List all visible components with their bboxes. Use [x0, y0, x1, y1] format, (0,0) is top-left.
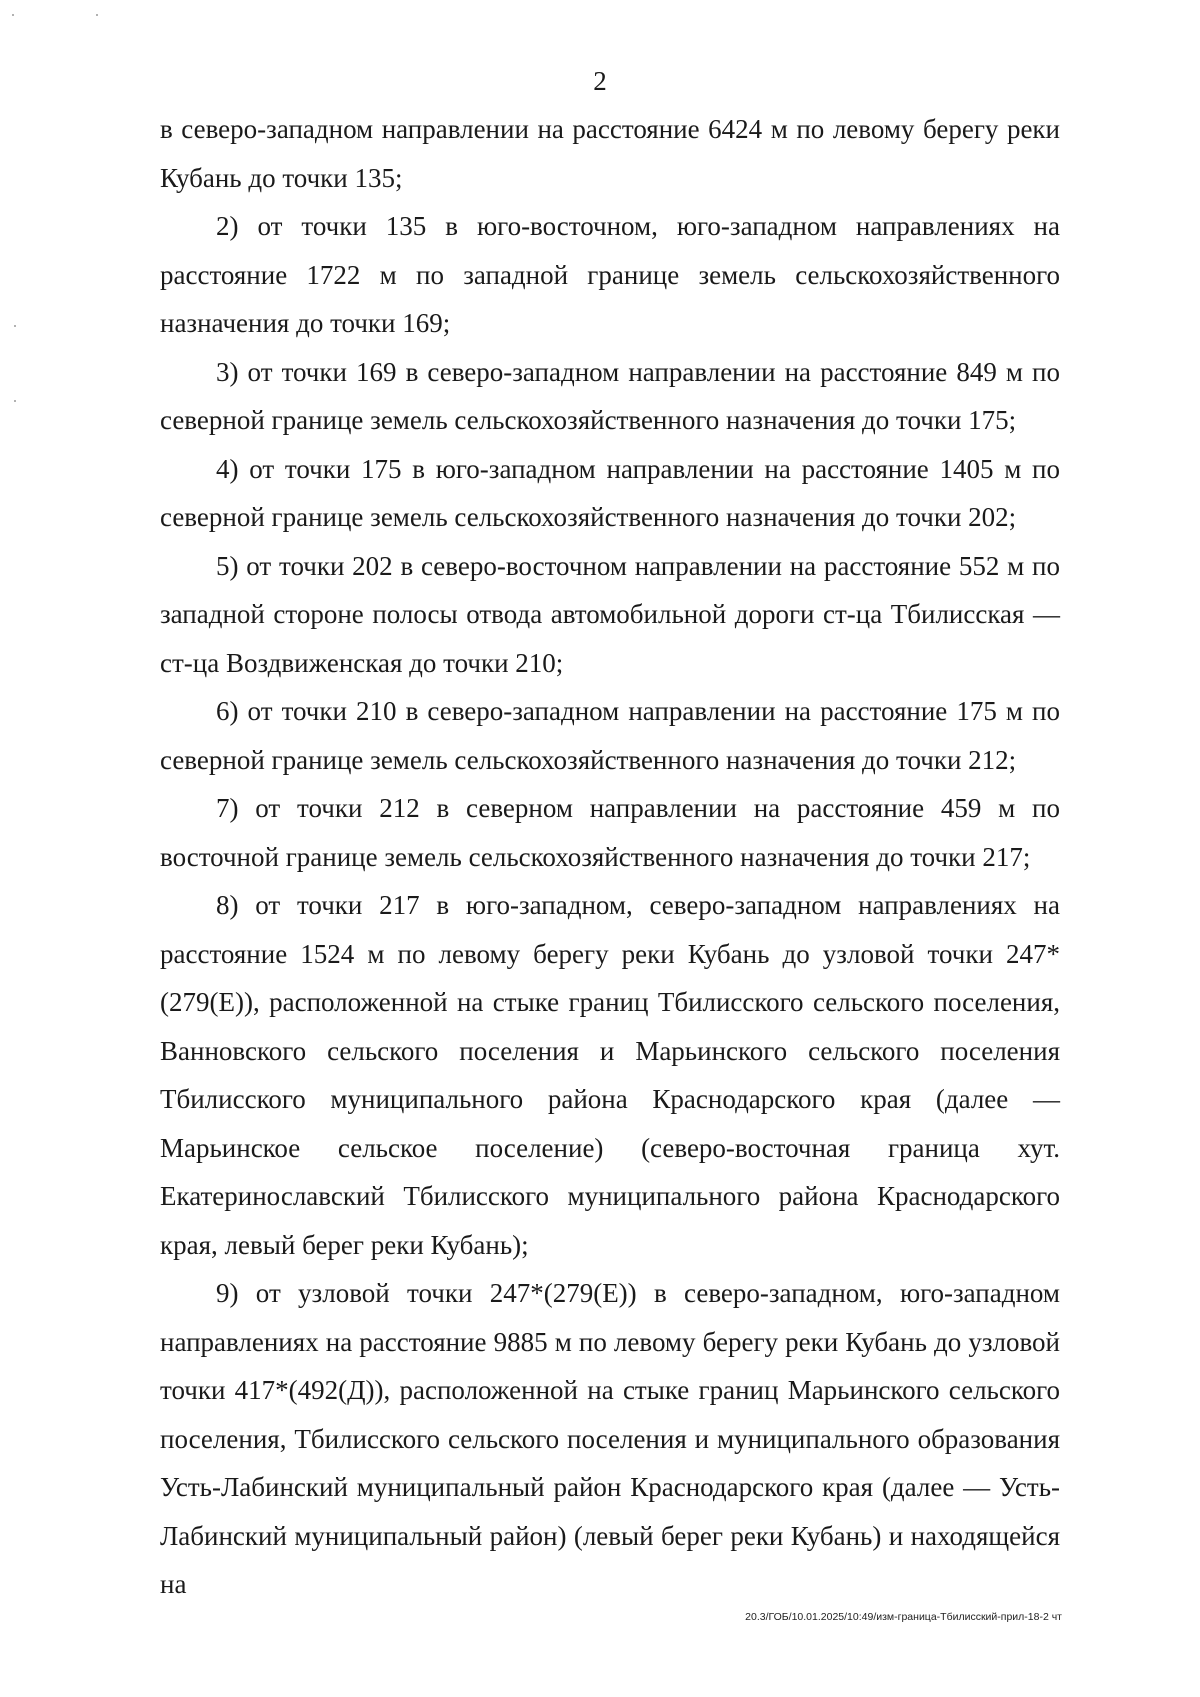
paragraph-item-3: 3) от точки 169 в северо-западном направлении на расстояние 849 м по северной границе земель сельскохозяйственного назначения до точки 175; — [160, 356, 1060, 435]
paragraph-item-6: 6) от точки 210 в северо-западном направлении на расстояние 175 м по северной границе земель сельскохозяйственного назначения до точки 212; — [160, 696, 1060, 775]
scan-speck — [12, 14, 14, 16]
paragraph-item-5: 5) от точки 202 в северо-восточном направлении на расстояние 552 м по западной стороне полосы отвода автомобильной дороги ст-ца Тбилисская — ст-ца Воздвиженская до точки 210; — [160, 550, 1060, 678]
scan-speck — [14, 325, 16, 327]
paragraph-item-9: 9) от узловой точки 247*(279(Е)) в северо-западном, юго-западном направлениях на расстояние 9885 м по левому берегу реки Кубань до узловой точки 417*(492(Д)), расположенной на стыке границ Марьинского сельского поселения, Тбилисского сельского поселения и муниципального образования Усть-Лабинский муниципальный район Краснодарского края (далее — Усть-Лабинский муниципальный район) (левый берег реки Кубань) и находящейся на — [160, 1278, 1060, 1599]
paragraph-item-7: 7) от точки 212 в северном направлении на расстояние 459 м по восточной границе земель сельскохозяйственного назначения до точки 217; — [160, 793, 1060, 872]
paragraph-item-4: 4) от точки 175 в юго-западном направлении на расстояние 1405 м по северной границе земель сельскохозяйственного назначения до точки 202; — [160, 453, 1060, 532]
paragraph-item-8: 8) от точки 217 в юго-западном, северо-западном направлениях на расстояние 1524 м по левому берегу реки Кубань до узловой точки 247*(279(Е)), расположенной на стыке границ Тбилисского сельского поселения, Ванновского сельского поселения и Марьинского сельского поселения Тбилисского муниципального района Краснодарского края (далее — Марьинское сельское поселение) (северо-восточная граница хут. Екатеринославский Тбилисского муниципального района Краснодарского края, левый берег реки Кубань); — [160, 890, 1060, 1260]
paragraph-continuation: в северо-западном направлении на расстояние 6424 м по левому берегу реки Кубань до точки 135; — [160, 114, 1060, 193]
paragraph-item-2: 2) от точки 135 в юго-восточном, юго-западном направлениях на расстояние 1722 м по западной границе земель сельскохозяйственного назначения до точки 169; — [160, 211, 1060, 338]
scan-speck — [96, 14, 98, 16]
page-number: 2 — [593, 66, 607, 96]
scan-speck — [14, 400, 16, 402]
document-footer-code: 20.3/ГОБ/10.01.2025/10:49/изм-граница-Тбилисский-прил-18-2 чт — [745, 1611, 1062, 1623]
document-body — [160, 105, 1060, 1609]
